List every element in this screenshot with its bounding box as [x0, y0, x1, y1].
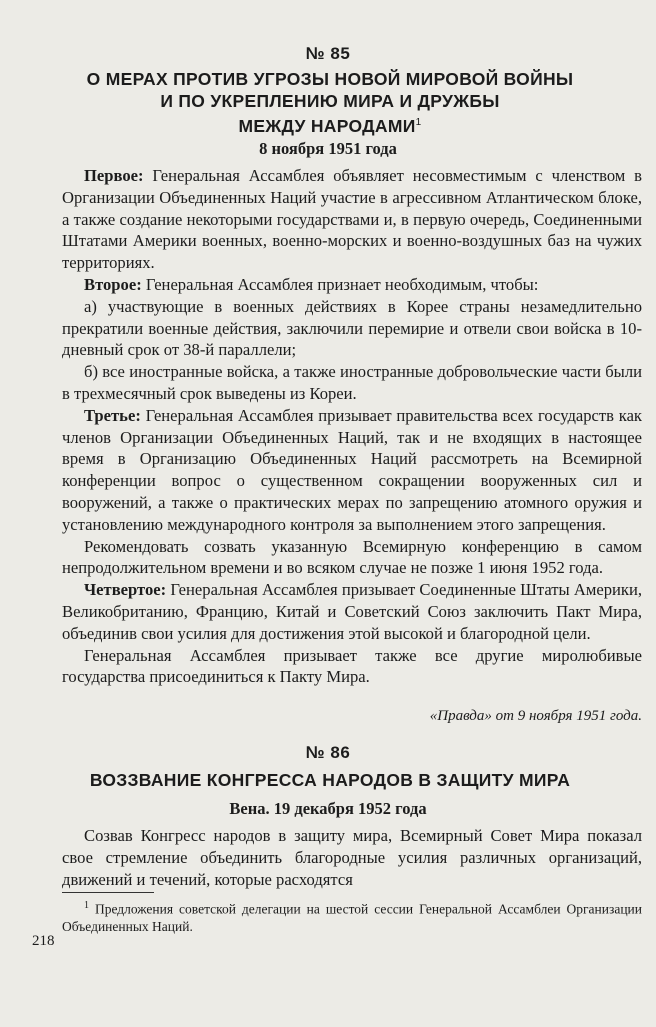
footnote-mark: 1	[84, 900, 89, 911]
title-line: И ПО УКРЕПЛЕНИЮ МИРА И ДРУЖБЫ	[160, 91, 500, 111]
source-citation: «Правда» от 9 ноября 1951 года.	[429, 708, 642, 724]
paragraph-second	[62, 274, 642, 296]
paragraph-item-b: б) все иностранные войска, а также иностранные добровольческие части были в трехмесячный срок выведены из Кореи.	[62, 362, 642, 403]
paragraph-first	[62, 165, 642, 274]
paragraph-text: Генеральная Ассамблея призывает Соединенные Штаты Америки, Великобританию, Францию, Китай и Советский Союз заключить Пакт Мира, объединив свои усилия для достижения этой высокой и благородной цели.	[62, 580, 642, 643]
document-body	[62, 825, 642, 890]
document-number: № 85	[305, 44, 351, 63]
document-number: № 86	[305, 743, 351, 762]
title-line: О МЕРАХ ПРОТИВ УГРОЗЫ НОВОЙ МИРОВОЙ ВОЙНЫ	[86, 69, 574, 89]
page-number: 218	[32, 933, 55, 949]
paragraph-closing: Генеральная Ассамблея призывает также все другие миролюбивые государства присоединиться к Пакту Мира.	[62, 645, 642, 687]
paragraph-lead: Первое:	[84, 166, 144, 185]
paragraph-text: Генеральная Ассамблея признает необходимым, чтобы:	[141, 274, 539, 294]
document-title	[40, 68, 620, 137]
paragraph-lead: Третье:	[84, 405, 141, 425]
title-line: МЕЖДУ НАРОДАМИ	[238, 115, 416, 136]
paragraph-third	[62, 405, 642, 536]
paragraph-lead: Четвертое:	[84, 580, 167, 600]
footnote-ref: 1	[415, 117, 422, 128]
document-body	[62, 165, 642, 688]
footnote-divider	[62, 892, 154, 893]
paragraph-lead: Второе:	[84, 274, 142, 294]
paragraph-text: Генеральная Ассамблея объявляет несовместимым с членством в Организации Объединенных Наций участие в агрессивном Атлантическом блоке, а также создание некоторыми государствами и, в первую очередь, Соединенными Штатами Америки военных, военно-морских и военно-воздушных баз на чужих территориях.	[62, 166, 642, 273]
document-date: 8 ноября 1951 года	[259, 139, 397, 158]
title-line-last	[40, 112, 620, 137]
footnote	[62, 897, 642, 935]
paragraph-fourth	[62, 579, 642, 644]
document-title: ВОЗЗВАНИЕ КОНГРЕССА НАРОДОВ В ЗАЩИТУ МИРА	[89, 770, 571, 790]
footnote-text: Предложения советской делегации на шестой сессии Генеральной Ассамблеи Организации Объединенных Наций.	[62, 901, 642, 934]
paragraph-recommend: Рекомендовать созвать указанную Всемирную конференцию в самом непродолжительном времени и во всяком случае не позже 1 июня 1952 года.	[62, 536, 642, 578]
paragraph-text: Генеральная Ассамблея призывает правительства всех государств как членов Организации Объединенных Наций, так и не входящих в настоящее время в Организацию Объединенных Наций рассмотреть на Всемирной конференции вопрос о существенном сокращении вооруженных сил и вооружений, а также о практических мерах по запрещению атомного оружия и установлению международного контроля за выполнением этого запрещения.	[62, 405, 642, 534]
document-date: Вена. 19 декабря 1952 года	[229, 799, 427, 818]
paragraph-item-a: а) участвующие в военных действиях в Корее страны незамедлительно прекратили военные действия, заключили перемирие и отвели свои войска в 10-дневный срок от 38-й параллели;	[62, 296, 642, 360]
paragraph: Созвав Конгресс народов в защиту мира, Всемирный Совет Мира показал свое стремление объединить благородные усилия различных организаций, движений и течений, которые расходятся	[62, 826, 642, 889]
